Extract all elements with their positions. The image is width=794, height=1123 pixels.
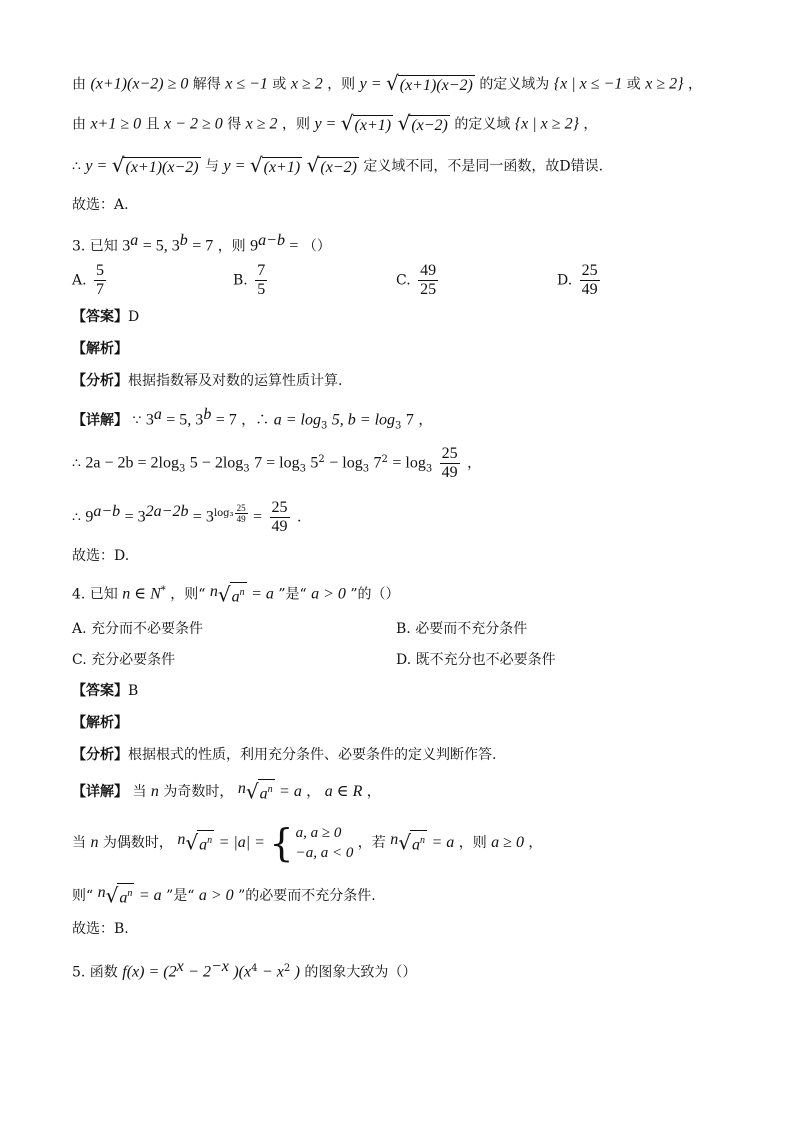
math-expr: n — [90, 833, 99, 851]
radicand — [117, 883, 134, 908]
option-label: A. — [72, 272, 87, 289]
radicand: (x−2) — [320, 159, 357, 176]
text: 5. 函数 — [72, 964, 118, 981]
math-expr: a > 0 — [311, 585, 346, 603]
math-expr: 9 — [85, 508, 94, 526]
text: （） — [302, 238, 331, 255]
fraction — [94, 262, 106, 299]
case-row: a, a ≥ 0 — [295, 824, 342, 841]
text: 4. 已知 — [72, 586, 118, 603]
text: ，则 — [217, 238, 246, 255]
math-expr: x ≥ 2 — [290, 75, 323, 93]
denominator: 7 — [96, 281, 105, 298]
text: 得 — [227, 116, 242, 133]
math-expr: = 3 — [124, 508, 146, 526]
option-label: B. — [396, 621, 411, 637]
math-expr: 7 — [373, 454, 382, 472]
math-expr: = a — [138, 886, 162, 904]
text: ∵ — [132, 412, 142, 429]
radicand-base: a — [231, 588, 240, 606]
text: ， — [583, 116, 598, 133]
denominator: 49 — [236, 514, 246, 524]
q3-detail — [72, 404, 432, 437]
text: 的定义域 — [454, 116, 511, 133]
radicand-base: a — [119, 889, 128, 907]
superscript: x — [176, 958, 184, 975]
fraction — [255, 262, 267, 299]
subscript: 3 — [320, 420, 328, 432]
fraction — [580, 262, 600, 299]
text: ，则“ — [170, 586, 206, 603]
q4-answer — [72, 680, 138, 702]
text: ， — [418, 412, 433, 429]
radicand: (x−2) — [411, 117, 448, 134]
root-index: n — [97, 884, 106, 901]
option-label: C. — [396, 272, 411, 289]
q4-option-b[interactable] — [396, 618, 527, 640]
superscript: 2 — [318, 454, 325, 465]
text: ∴ — [72, 509, 81, 526]
piecewise: { a, a ≥ 0 −a, a < 0 — [269, 820, 354, 865]
text: 则“ — [72, 887, 94, 904]
superscript: n — [420, 835, 425, 847]
radicand: (x+1) — [263, 159, 301, 176]
text: ， — [528, 834, 543, 851]
q3-step-2 — [72, 440, 481, 489]
numerator: 25 — [271, 499, 288, 517]
nth-root: $^n√a^n$ — [97, 883, 133, 908]
text: 由 — [72, 76, 86, 93]
case-row: −a, a < 0 — [295, 844, 354, 861]
nth-root: $^n√a^n$ — [209, 582, 245, 607]
text: ”是“ — [166, 887, 195, 904]
denominator: 49 — [581, 281, 598, 298]
math-expr: = a — [431, 833, 455, 851]
superscript: n — [267, 784, 273, 796]
sqrt-expr: √(x+1)(x−2) — [111, 153, 199, 177]
answer-value: B — [128, 683, 139, 699]
denominator: 25 — [420, 281, 437, 298]
q4-option-d[interactable] — [396, 649, 556, 671]
text: 与 — [205, 158, 220, 175]
q3-answer — [72, 306, 139, 328]
math-expr: = 3 — [192, 508, 214, 526]
q3-analysis-header: 【解析】 — [72, 341, 128, 357]
math-expr: 7 = log — [254, 454, 300, 472]
fenxi-text: 根据指数幂及对数的运算性质计算. — [128, 373, 343, 389]
math-expr: )(x — [233, 963, 252, 981]
superscript: a — [130, 232, 139, 249]
text: ∴ — [72, 455, 81, 472]
text: ， — [687, 76, 702, 93]
option-text: 充分而不必要条件 — [91, 621, 204, 637]
superscript: a−b — [93, 503, 121, 520]
detail-tag: 【详解】 — [72, 783, 128, 800]
sqrt-expr: √(x+1) — [249, 153, 301, 177]
math-expr: = — [253, 508, 263, 526]
text: 定义域不同，不是同一函数，故D错误. — [363, 158, 604, 175]
radicand-base: a — [412, 836, 420, 854]
text: ，∴ — [241, 412, 270, 429]
q4-conclusion — [72, 882, 376, 910]
superscript: a — [153, 406, 162, 423]
fenxi-tag: 【分析】 — [72, 747, 128, 763]
superscript: * — [160, 585, 166, 596]
subscript: 3 — [178, 463, 186, 475]
math-expr: f(x) = (2 — [122, 963, 177, 981]
superscript: 4 — [251, 963, 258, 974]
math-expr: = a — [251, 585, 274, 603]
math-expr: 3 — [145, 411, 154, 429]
sqrt-expr: √(x+1) — [340, 111, 392, 135]
text: ”的（） — [350, 586, 400, 603]
question-3 — [72, 230, 331, 258]
nth-root: $^n√a^n$ — [177, 830, 213, 855]
sqrt-expr: √(x+1)(x−2) — [386, 71, 473, 95]
superscript: n — [207, 835, 213, 847]
text: 3. 已知 — [72, 238, 118, 255]
text: 当 — [72, 834, 86, 851]
answer-tag: 【答案】 — [72, 683, 128, 699]
q4-fenxi — [72, 744, 496, 766]
q4-analysis-header: 【解析】 — [72, 715, 128, 731]
text: 为偶数时， — [102, 834, 173, 851]
option-label: D. — [557, 272, 573, 289]
superscript — [213, 503, 249, 524]
text: ，则 — [327, 76, 356, 93]
math-expr: x ≥ 2} — [645, 75, 684, 93]
math-expr: ) — [294, 963, 300, 981]
radicand-base: a — [199, 836, 208, 854]
radicand: (x+1)(x−2) — [399, 77, 473, 94]
math-expr: y = — [85, 157, 108, 175]
q4-option-c[interactable] — [72, 649, 175, 671]
q3-option-d[interactable] — [557, 262, 603, 299]
math-expr: − 2 — [188, 963, 211, 981]
log-base: log₃ — [213, 508, 234, 519]
q3-choice: 故选：D. — [72, 548, 130, 564]
text: 且 — [145, 116, 160, 133]
question-5 — [72, 956, 416, 984]
math-expr: x ≥ 2 — [245, 115, 278, 133]
option-label: C. — [72, 652, 87, 668]
math-expr: = |a| = — [218, 833, 265, 851]
math-expr: = 5, 3 — [166, 411, 204, 429]
math-expr: a = log — [273, 411, 321, 429]
numerator: 25 — [441, 445, 458, 463]
math-expr: 3 — [122, 237, 131, 255]
text: 为奇数时， — [163, 783, 234, 800]
text: ， — [306, 783, 321, 800]
text: 当 — [132, 783, 147, 800]
radicand — [230, 582, 247, 607]
answer-value: D — [128, 309, 140, 325]
option-label: D. — [396, 652, 412, 668]
sqrt-expr: √(x−2) — [397, 111, 448, 135]
text: ∴ — [72, 158, 81, 175]
sqrt-expr: √(x−2) — [306, 153, 357, 177]
text: ， — [366, 783, 381, 800]
q3-option-b[interactable] — [233, 262, 270, 299]
numerator: 25 — [236, 503, 246, 513]
math-expr: (x+1)(x−2) ≥ 0 — [90, 75, 189, 93]
math-expr: − x — [261, 963, 284, 981]
q3-option-c[interactable] — [396, 262, 441, 299]
subscript: 3 — [395, 420, 402, 432]
math-expr: 2a − 2b = 2log — [85, 454, 179, 472]
subscript: 3 — [243, 463, 250, 475]
option-label: A. — [72, 621, 87, 637]
detail-tag: 【详解】 — [72, 412, 128, 429]
superscript: b — [203, 406, 212, 423]
superscript: b — [179, 232, 188, 249]
nth-root: $^n√a^n$ — [390, 830, 425, 855]
q4-detail — [72, 778, 381, 806]
superscript: 2a−2b — [145, 503, 189, 520]
math-expr: = 5, 3 — [142, 237, 180, 255]
option-text: 既不充分也不必要条件 — [415, 652, 556, 668]
math-expr: = 7 — [192, 237, 214, 255]
option-text: 必要而不充分条件 — [415, 621, 528, 637]
text: 由 — [72, 116, 86, 133]
math-expr: 7 — [405, 411, 414, 429]
root-index: n — [390, 831, 399, 848]
answer-tag: 【答案】 — [72, 309, 128, 325]
math-expr: = a — [279, 782, 302, 800]
q4-even-case — [72, 818, 542, 868]
math-expr: a ≥ 0 — [491, 833, 524, 851]
text: ，则 — [281, 116, 310, 133]
root-index: n — [209, 582, 218, 600]
radicand: (x+1)(x−2) — [125, 159, 199, 176]
fraction — [440, 445, 460, 482]
text: 的图象大致为（） — [304, 964, 417, 981]
math-expr: {x | x ≤ −1 — [553, 75, 623, 93]
q4-choice: 故选：B. — [72, 921, 129, 937]
text: ”的必要而不充分条件. — [238, 887, 376, 904]
math-expr: x+1 ≥ 0 — [90, 115, 142, 133]
denominator: 5 — [257, 281, 266, 298]
q3-option-a[interactable] — [72, 262, 109, 299]
denominator: 49 — [271, 518, 288, 536]
superscript: 2 — [283, 963, 291, 974]
radicand — [410, 830, 427, 855]
nth-root: $^n√a^n$ — [237, 779, 273, 804]
solution-line-2 — [72, 112, 597, 137]
math-expr: 5 − 2log — [189, 454, 244, 472]
fraction — [235, 503, 248, 524]
solution-line-1 — [72, 72, 702, 97]
math-expr: − log — [329, 454, 363, 472]
numerator: 5 — [96, 262, 105, 279]
superscript: n — [127, 888, 133, 900]
math-expr: = — [289, 237, 299, 255]
q3-fenxi — [72, 370, 342, 392]
text: ，则 — [458, 834, 487, 851]
math-expr: y = — [359, 75, 382, 93]
superscript: n — [239, 587, 245, 599]
root-index: n — [237, 780, 246, 797]
radicand — [258, 779, 275, 804]
q3-step-3 — [72, 492, 301, 538]
superscript: a−b — [258, 232, 285, 249]
root-index: n — [177, 831, 186, 848]
numerator: 49 — [420, 262, 437, 279]
fenxi-tag: 【分析】 — [72, 373, 128, 389]
q4-option-a[interactable] — [72, 618, 203, 640]
text: ”是“ — [278, 586, 307, 603]
math-expr: y = — [314, 115, 337, 133]
radicand-base: a — [259, 785, 268, 803]
answer-choice-line: 故选：A. — [72, 197, 129, 213]
math-expr: a ∈ R — [324, 782, 363, 800]
option-text: 充分必要条件 — [91, 652, 176, 668]
math-expr: = log — [392, 454, 426, 472]
superscript: 2 — [381, 454, 388, 465]
math-expr: {x | x ≥ 2} — [514, 115, 579, 133]
math-expr: x ≤ −1 — [225, 75, 268, 93]
option-label: B. — [233, 272, 248, 289]
math-expr: 5 — [310, 454, 319, 472]
text: 解得 — [192, 76, 221, 93]
math-expr: x − 2 ≥ 0 — [164, 115, 223, 133]
math-expr: 5, b = log — [331, 411, 396, 429]
text: 的定义域为 — [479, 76, 550, 93]
math-expr: = 7 — [215, 411, 237, 429]
subscript: 3 — [299, 463, 306, 475]
fenxi-text: 根据根式的性质，利用充分条件、必要条件的定义判断作答. — [128, 747, 497, 763]
superscript: −x — [210, 958, 229, 975]
text: . — [296, 509, 302, 526]
math-expr: n — [150, 782, 159, 800]
subscript: 3 — [362, 463, 370, 475]
text: ，若 — [357, 834, 386, 851]
fraction — [418, 262, 438, 299]
subscript: 3 — [425, 463, 433, 475]
numerator: 7 — [257, 262, 266, 279]
fraction — [270, 499, 290, 536]
math-expr: y = — [223, 157, 246, 175]
question-4 — [72, 580, 400, 608]
math-expr: 9 — [250, 237, 259, 255]
math-expr: n ∈ N — [122, 585, 161, 603]
math-expr: a > 0 — [198, 886, 234, 904]
radicand: (x+1) — [354, 117, 392, 134]
denominator: 49 — [441, 464, 458, 482]
numerator: 25 — [581, 262, 598, 279]
text: 或 — [626, 76, 641, 93]
radicand — [197, 830, 214, 855]
solution-line-3 — [72, 154, 603, 179]
text: 或 — [272, 76, 287, 93]
text: ， — [467, 455, 482, 472]
